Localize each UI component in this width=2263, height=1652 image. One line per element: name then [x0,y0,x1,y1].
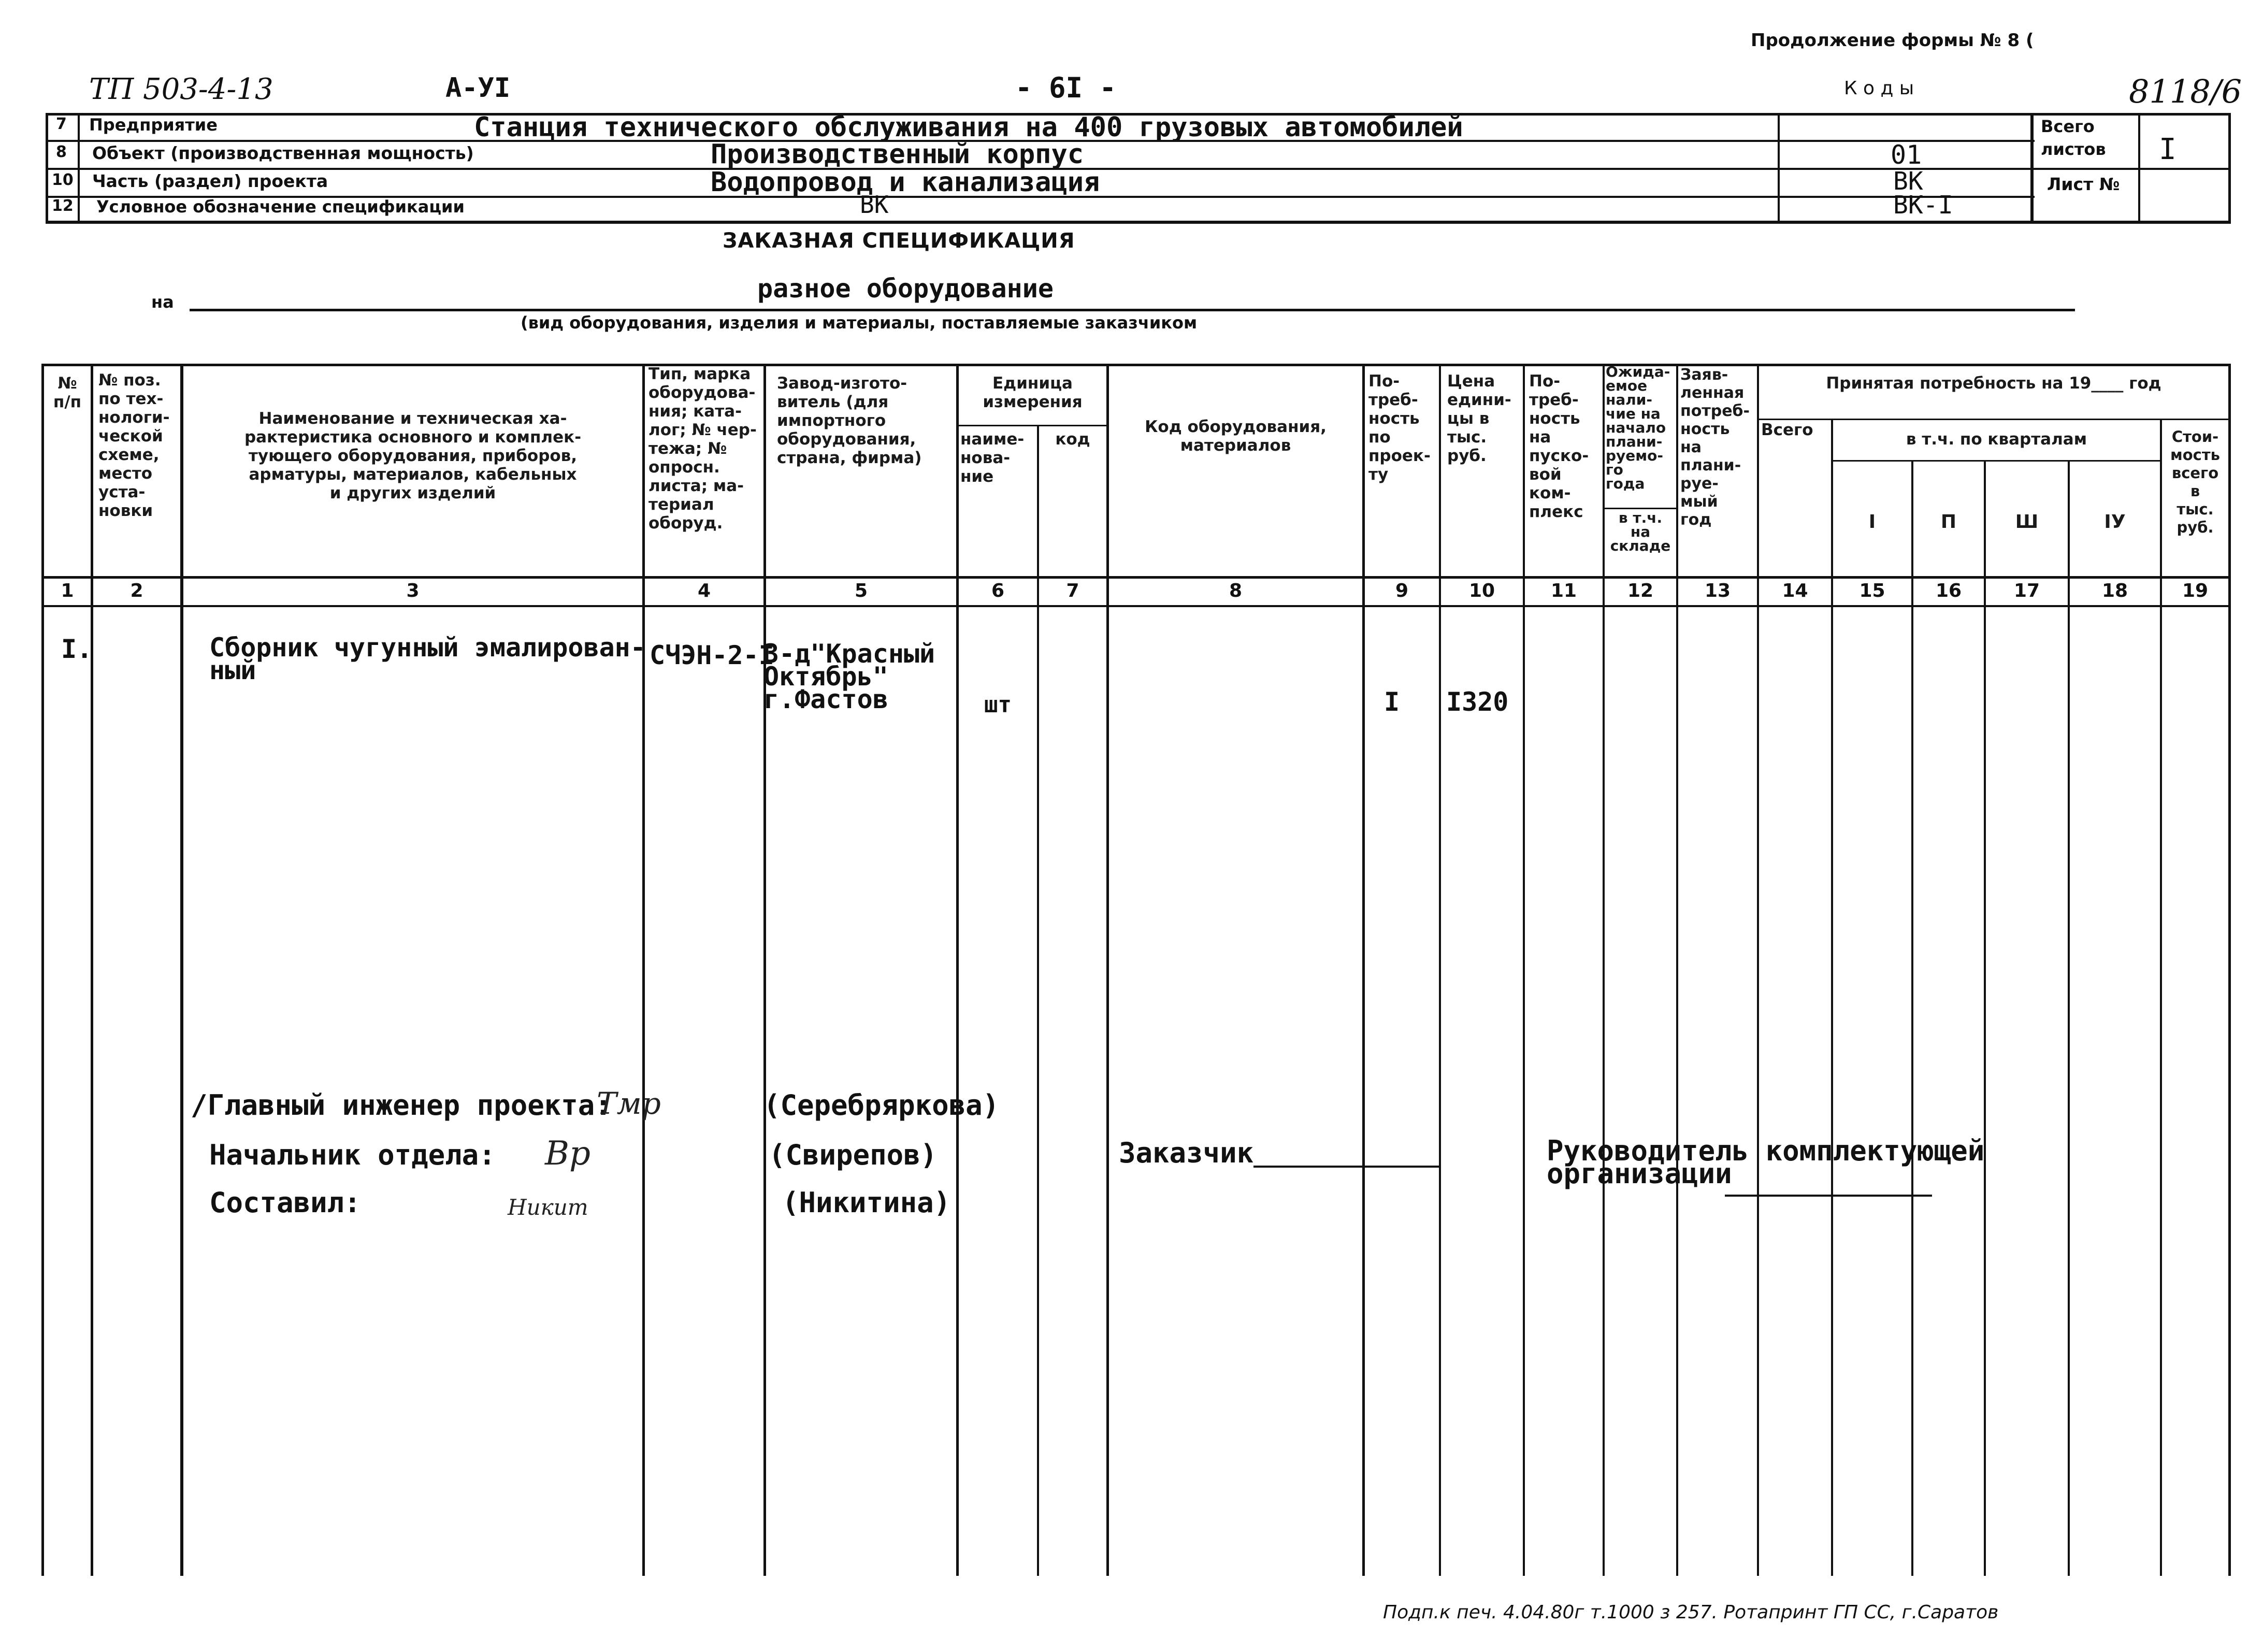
row-no: 10 [52,171,74,189]
chief-engineer-name: (Серебряркова) [763,1089,1000,1122]
col-number: 18 [2101,580,2128,601]
enterprise-value: Станция технического обслуживания на 400 грузовых автомобилей [474,112,1463,143]
col-header-expected-stock: Ожида- емое нали- чие на начало плани- руемо- го года [1606,363,1670,492]
col-number: 14 [1782,580,1808,601]
col-header-unit-price: Цена едини- цы в тыс. руб. [1447,372,1511,465]
subject-caption: (вид оборудования, изделия и материалы, поставляемые заказчиком [521,313,1198,333]
item-price: I320 [1446,687,1509,717]
section-value: Водопровод и канализация [711,167,1100,198]
compiler-label: Составил: [209,1186,361,1219]
compiler-name: (Никитина) [782,1186,951,1219]
col-number: 17 [2013,580,2040,601]
customer-signature-line [1253,1166,1440,1168]
col-header-need-project: По- треб- ность по проек- ту [1368,372,1431,484]
spec-value: ВК [860,191,889,219]
row-no: 7 [56,115,67,133]
codes-label: К о д ы [1844,78,1914,99]
item-name: Сборник чугунный эмалирован- ный [209,633,646,685]
col-header-q4: IУ [2104,511,2126,533]
row-label-section: Часть (раздел) проекта [92,171,328,191]
item-unit: шт [984,692,1012,718]
col-number: 6 [991,580,1005,601]
col-header-unit-group: Единица измерения [983,374,1083,411]
object-value: Производственный корпус [711,139,1084,170]
spec-code: ВК-I [1893,191,1953,220]
row-label-object: Объект (производственная мощность) [92,143,474,163]
dept-head-label: Начальник отдела: [209,1139,496,1171]
form-continuation-note: Продолжение формы № 8 ( [1751,30,2034,51]
col-header-unit-code: код [1055,430,1090,449]
col-number: 11 [1550,580,1577,601]
col-header-maker: Завод-изгото- витель (для импортного оборудования, страна, фирма) [777,374,922,467]
col-number: 4 [697,580,711,601]
col-number: 12 [1627,580,1654,601]
col-header-name: Наименование и техническая ха- рактеристика основного и комплек- тующего оборудования, приборов, арматуры, материалов, кабельных и других изделий [244,409,582,502]
col-header-total: Всего [1761,421,1813,439]
col-number: 15 [1859,580,1885,601]
col-header-no: № п/п [53,374,82,411]
col-number: 16 [1935,580,1962,601]
col-header-cost: Стои- мость всего в тыс. руб. [2170,428,2220,536]
col-number: 13 [1704,580,1731,601]
col-number: 3 [406,580,420,601]
total-sheets-value: I [2159,133,2176,166]
compiler-signature: Никит [508,1195,588,1220]
page-number: - 6I - [1015,71,1117,104]
col-header-need-launch: По- треб- ность на пуско- вой ком- плекс [1529,372,1589,521]
sheet-number-label: Лист № [2047,174,2120,194]
on-label: на [151,292,174,312]
dept-head-name: (Свирепов) [769,1139,938,1171]
col-header-declared-need: Заяв- ленная потреб- ность на плани- руе- мый год [1680,366,1750,529]
row-label-spec: Условное обозначение спецификации [96,197,465,217]
col-number: 8 [1229,580,1243,601]
spec-heading: ЗАКАЗНАЯ СПЕЦИФИКАЦИЯ [723,229,1075,253]
album-label: А-УI [445,73,511,104]
chief-engineer-label: /Главный инженер проекта: [191,1089,612,1122]
col-header-q1: I [1868,511,1876,533]
col-header-equipment-code: Код оборудования, материалов [1145,418,1327,455]
item-quantity: I [1384,687,1400,717]
col-number: 2 [130,580,143,601]
supplier-label: Руководитель комплектующей организации [1547,1134,1985,1190]
col-number: 19 [2182,580,2209,601]
col-header-type: Тип, марка оборудова- ния; ката- лог; № чер- тежа; № опросн. листа; ма- териал оборуд. [648,365,757,533]
item-type: СЧЭН-2-I [650,640,774,670]
row-no: 12 [52,197,74,215]
row-label-enterprise: Предприятие [89,115,218,135]
customer-label: Заказчик [1119,1137,1254,1169]
col-header-position: № поз. по тех- нологи- ческой схеме, место уста- новки [98,371,170,520]
col-number: 9 [1395,580,1409,601]
doc-code: ТП 503-4-13 [89,73,273,106]
object-code: 01 [1891,140,1922,170]
spec-subject: разное оборудование [757,274,1054,304]
col-number: 1 [61,580,74,601]
col-number: 5 [854,580,868,601]
dept-head-signature: Вр [545,1134,590,1173]
archive-number: 8118/6 [2129,73,2242,110]
row-number: I. [61,634,93,664]
supplier-signature-line [1725,1195,1932,1197]
print-info: Подп.к печ. 4.04.80г т.1000 з 257. Ротапринт ГП СС, г.Саратов [1383,1602,1999,1623]
col-header-unit-name: наиме- нова- ние [960,430,1025,486]
col-header-in-stock: в т.ч. на складе [1610,509,1671,554]
col-header-quarters-group: в т.ч. по кварталам [1906,430,2087,449]
col-number: 10 [1468,580,1495,601]
col-header-accepted-group: Принятая потребность на 19____ год [1826,374,2161,393]
section-code: ВК [1893,167,1923,196]
col-number: 7 [1066,580,1079,601]
subject-underline [190,309,2075,311]
chief-engineer-signature: Тмр [597,1086,661,1121]
col-header-q2: П [1940,511,1957,533]
total-sheets-label: Всего листов [2041,117,2106,159]
item-maker: З-д"Красный Октябрь" г.Фастов [763,639,935,714]
row-no: 8 [56,143,67,161]
col-header-q3: Ш [2015,511,2039,533]
